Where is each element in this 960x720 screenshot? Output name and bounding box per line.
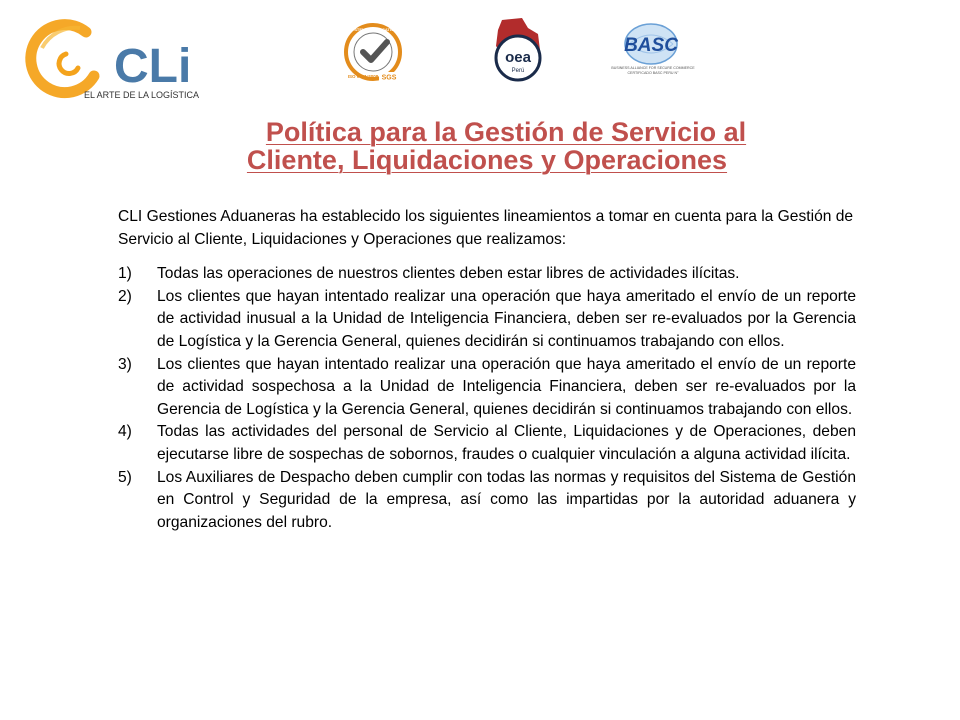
rule-number: 3) <box>118 355 132 373</box>
cli-tagline: EL ARTE DE LA LOGÍSTICA <box>84 90 200 100</box>
sgs-certification-logo <box>343 22 403 84</box>
intro-paragraph: CLI Gestiones Aduaneras ha establecido los siguientes lineamientos a tomar en cuenta para la Gestión de Servicio al Cliente, Liquidaciones y Operaciones que realizamos: <box>118 208 854 248</box>
oea-sub: Perú <box>511 68 525 74</box>
rule-number: 1) <box>118 265 132 283</box>
title-line-1: Política para la Gestión de Servicio al <box>265 117 747 147</box>
sgs-ring-text: SYSTEM CERTIFICATION <box>348 27 398 32</box>
rule-item <box>118 467 856 535</box>
rule-text: Los Auxiliares de Despacho deben cumplir con todas las normas y requisitos del Sistema de Gestión en Control y Seguridad de la empresa, así como las impartidas por la autoridad aduanera y organizaciones del rubro. <box>157 468 856 531</box>
oea-text: oea <box>505 49 531 66</box>
basc-caption: BUSINESS ALLIANCE FOR SECURE COMMERCE CERTIFICADO BASC PERU N° <box>611 66 695 75</box>
rule-item <box>118 421 856 466</box>
rule-text: Todas las operaciones de nuestros clientes deben estar libres de actividades ilícitas. <box>157 265 740 283</box>
rule-number: 4) <box>118 423 132 441</box>
basc-text: BASC <box>624 35 678 56</box>
basc-logo <box>603 20 703 86</box>
oea-peru-logo <box>488 16 548 84</box>
rule-number: 2) <box>118 287 132 305</box>
cli-logo <box>22 18 222 104</box>
sgs-iso-text: ISO 9001:2008 <box>347 74 379 79</box>
rules-list <box>118 263 856 534</box>
logo-bar <box>0 0 960 110</box>
rule-item <box>118 286 856 354</box>
rule-text: Los clientes que hayan intentado realizar una operación que haya ameritado el envío de un reporte de actividad inusual a la Unidad de Inteligencia Financiera, deben ser re-evaluados por la Gerencia de Logística y la Gerencia General, quienes decidirán si continuamos trabajando con ellos. <box>157 287 856 350</box>
title-line-2: Cliente, Liquidaciones y Operaciones <box>246 145 728 175</box>
rule-number: 5) <box>118 468 132 486</box>
rule-text: Todas las actividades del personal de Servicio al Cliente, Liquidaciones y de Operaciones, deben ejecutarse libre de sospechas de sobornos, fraudes o cualquier vinculación a alguna actividad ilícita. <box>157 423 856 463</box>
rule-text: Los clientes que hayan intentado realizar una operación que haya ameritado el envío de un reporte de actividad sospechosa a la Unidad de Inteligencia Financiera, deben ser re-evaluados por la Gerencia de Logística y la Gerencia General, quienes decidirán si continuamos trabajando con ellos. <box>157 355 856 418</box>
rule-item <box>118 354 856 422</box>
policy-content <box>118 206 856 534</box>
page-title <box>180 118 820 174</box>
rule-item <box>118 263 856 286</box>
cli-logo-text: CLi <box>114 40 192 93</box>
sgs-brand: SGS <box>381 74 397 82</box>
